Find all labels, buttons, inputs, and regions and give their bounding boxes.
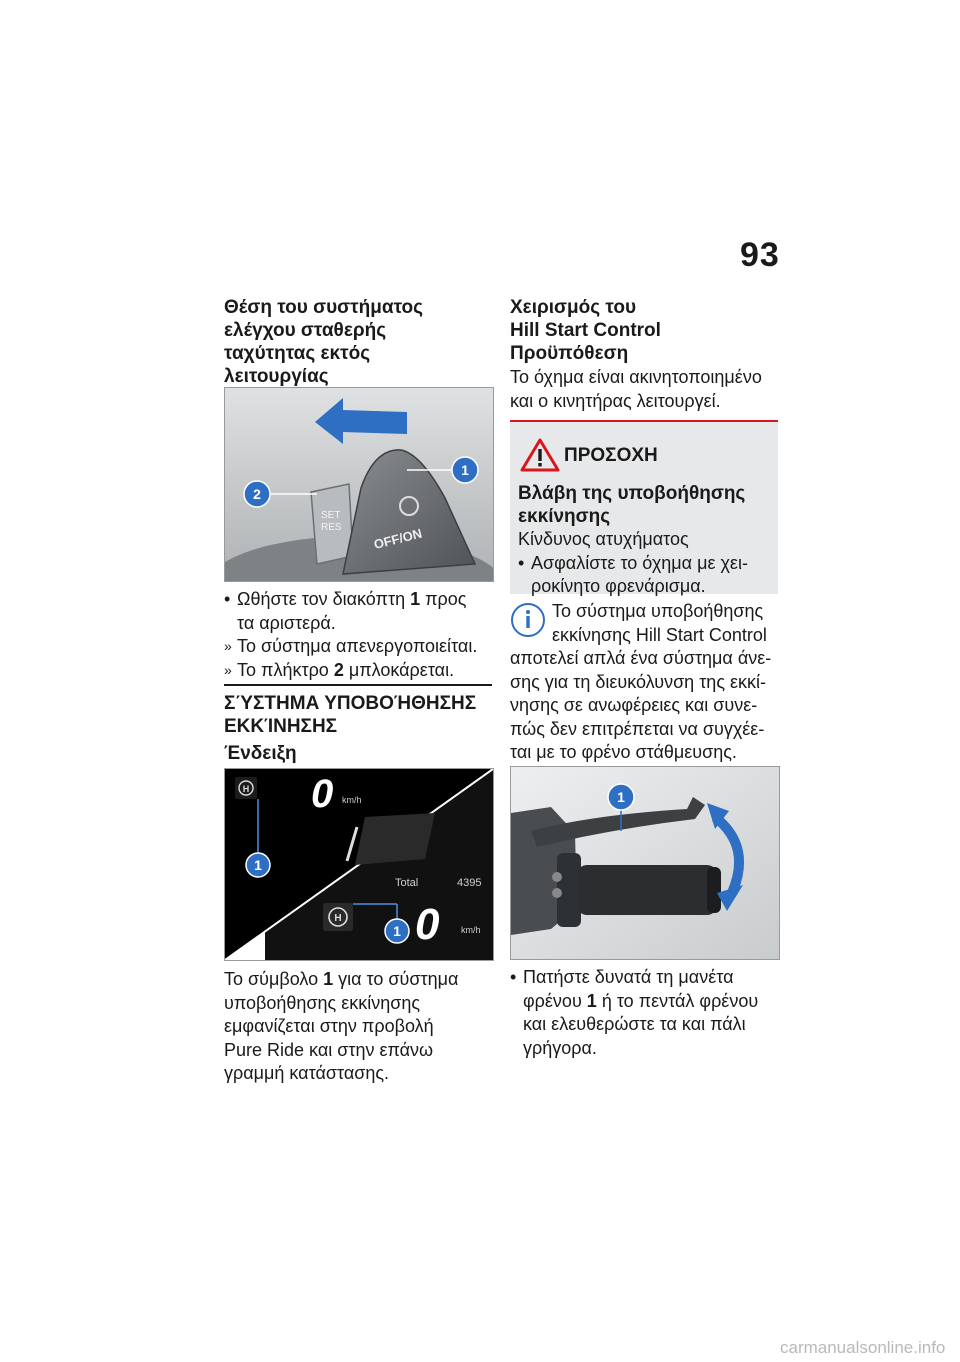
heading-cruise-off-position — [224, 296, 423, 388]
total-label: Total — [395, 877, 419, 889]
total-value: 4395 — [457, 877, 482, 889]
info-icon — [508, 600, 548, 640]
heading-indicator: Ένδειξη — [224, 743, 297, 764]
heading-line: Hill Start Control — [510, 320, 661, 341]
heading-hill-start-system — [224, 692, 476, 738]
speed-unit: km/h — [461, 925, 481, 935]
warning-body — [518, 528, 774, 599]
info-text-top: Το σύστημα υποβοήθησης εκκίνησης Hill Start Control — [552, 601, 767, 645]
page-number: 93 — [740, 236, 780, 274]
watermark: carmanualsonline.info — [780, 1338, 946, 1357]
list-item: • Ωθήστε τον διακόπτη 1 προς τα αριστερά. — [224, 588, 496, 635]
callout-number: 1 — [617, 789, 625, 805]
warning-subtitle: Βλάβη της υποβοήθησης εκκίνησης — [518, 483, 746, 527]
brake-lever-illustration — [511, 767, 779, 959]
switch-label: SET — [321, 510, 341, 521]
symbol-description: Το σύμβολο 1 για το σύστημα υποβοήθησης εκκίνησης εμφανίζεται στην προβολή Pure Ride και στην επάνω γραμμή κατάστασης. — [224, 969, 459, 1083]
warning-triangle-icon — [520, 438, 560, 472]
speed-value: 0 — [311, 772, 334, 816]
figure-brake-lever — [510, 766, 780, 960]
tft-display-illustration — [225, 769, 493, 960]
heading-line: ΕΚΚΊΝΗΣΗΣ — [224, 716, 338, 737]
brake-instruction — [510, 966, 782, 1060]
heading-line: ταχύτητας εκτός — [224, 343, 371, 364]
warning-action: • Ασφαλίστε το όχημα με χει- ροκίνητο φρενάρισμα. — [518, 552, 774, 599]
heading-line: ΣΎΣΤΗΜΑ ΥΠΟΒΟΉΘΗΣΗΣ — [224, 693, 477, 714]
cruise-switch-illustration — [225, 388, 493, 581]
callout-number: 2 — [253, 486, 261, 502]
info-text-body: αποτελεί απλά ένα σύστημα άνε- σης για τη διευκόλυνση της εκκί- νησης σε ανωφέρειες και συνε- πώς δεν επιτρέπεται να συγχέε- ται με το φρένο στάθμευσης. — [510, 648, 772, 762]
speed-unit: km/h — [342, 795, 362, 805]
heading-line: ελέγχου σταθερής — [224, 320, 387, 341]
heading-prerequisite: Προϋπόθεση — [510, 343, 629, 364]
hold-symbol: H — [242, 784, 250, 794]
heading-line: Θέση του συστήματος — [224, 297, 424, 318]
result-item: » Το πλήκτρο 2 μπλοκάρεται. — [224, 659, 496, 683]
warning-box — [510, 420, 778, 594]
callout-number: 1 — [461, 462, 469, 478]
figure-dashboard-display — [224, 768, 494, 961]
switch-label: OFF/ON — [372, 525, 424, 553]
list-item: • Πατήστε δυνατά τη μανέτα φρένου 1 ή το πεντάλ φρένου και ελευθερώστε τα και πάλι γρήγορα. — [510, 966, 782, 1060]
warning-risk: Κίνδυνος ατυχήματος — [518, 529, 689, 549]
switch-label: RES — [321, 522, 342, 533]
callout-number: 1 — [393, 923, 401, 939]
heading-hill-start-operation — [510, 296, 661, 342]
section-divider — [224, 684, 492, 686]
prerequisite-text: Το όχημα είναι ακινητοποιημένο και ο κινητήρας λειτουργεί. — [510, 367, 762, 411]
warning-title: ΠΡΟΣΟΧΗ — [564, 445, 658, 466]
result-item: » Το σύστημα απενεργοποιείται. — [224, 635, 496, 659]
handlebar-grip — [577, 865, 717, 915]
instruction-list — [224, 588, 496, 682]
hold-symbol: H — [334, 913, 342, 924]
speed-value: 0 — [415, 900, 440, 949]
figure-cruise-control-switch — [224, 387, 494, 582]
callout-number: 1 — [254, 857, 262, 873]
heading-line: Χειρισμός του — [510, 297, 637, 318]
heading-line: λειτουργίας — [224, 366, 329, 387]
